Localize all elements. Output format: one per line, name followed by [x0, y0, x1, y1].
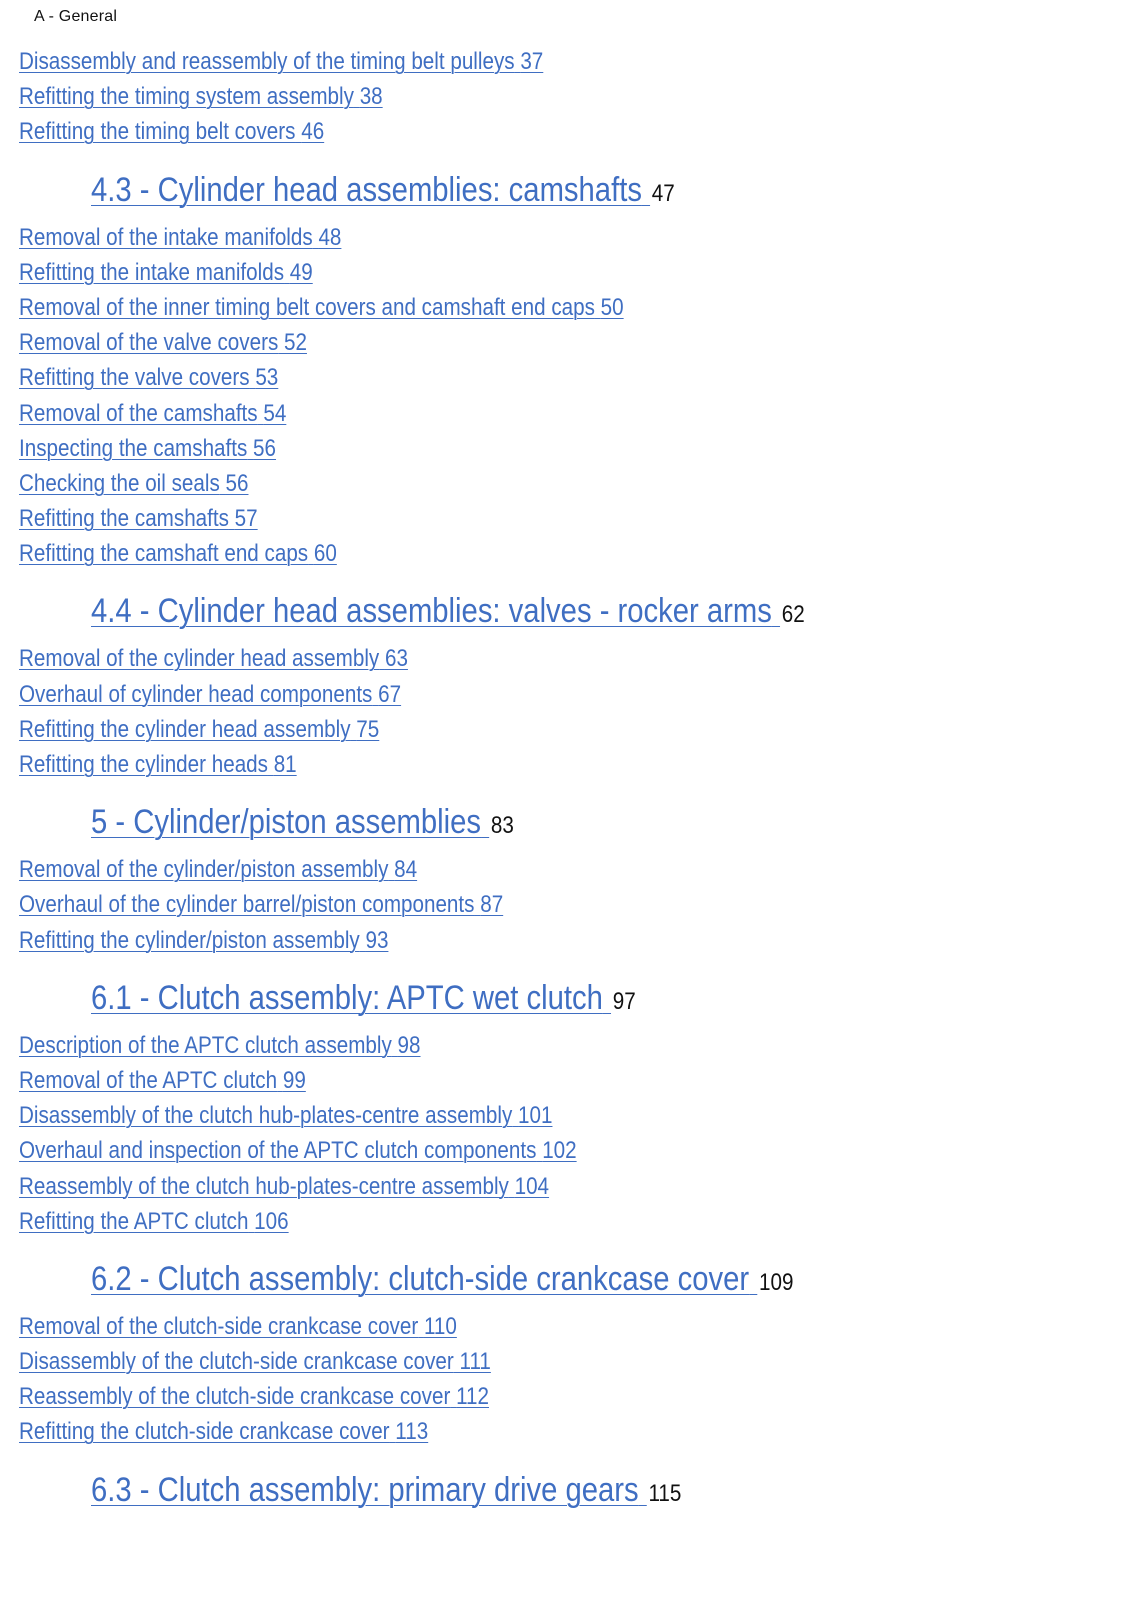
toc-entry-title: Removal of the cylinder/piston assembly: [19, 856, 389, 884]
toc-entry-link[interactable]: [19, 83, 383, 111]
toc-entry-title: Disassembly of the clutch hub-plates-centre assembly: [19, 1102, 513, 1130]
toc-section-heading-page: 97: [612, 987, 636, 1015]
toc-entry-title: Refitting the cylinder head assembly: [19, 715, 351, 743]
toc-entry-link[interactable]: [19, 224, 341, 252]
toc-entry: [0, 112, 1131, 147]
toc-entry: [0, 77, 1131, 112]
toc-entry: [0, 253, 1131, 288]
toc-entry-title: Removal of the intake manifolds: [19, 223, 313, 251]
toc-section-heading-link[interactable]: [91, 978, 636, 1022]
toc-entry-title: Disassembly of the clutch-side crankcase cover: [19, 1348, 454, 1376]
toc-section-heading-title: 6.3 - Clutch assembly: primary drive gears: [91, 1470, 639, 1509]
toc-entry-link[interactable]: [19, 364, 278, 392]
toc-entry-link[interactable]: [19, 1137, 577, 1165]
toc-entry-link[interactable]: [19, 1418, 428, 1446]
toc-entry-link[interactable]: [19, 716, 379, 744]
toc-entry-page: 84: [394, 856, 418, 884]
toc-entry-title: Refitting the timing belt covers: [19, 118, 296, 146]
toc-entry: [0, 1202, 1131, 1237]
toc-entry-link[interactable]: [19, 1067, 306, 1095]
toc-section-heading-title: 4.4 - Cylinder head assemblies: valves - rocker arms: [91, 592, 772, 631]
toc-entry-link[interactable]: [19, 400, 286, 428]
toc-entry-page: 81: [273, 751, 297, 778]
toc-entry-title: Overhaul of cylinder head components: [19, 680, 373, 708]
toc-entry-link[interactable]: [19, 294, 624, 322]
toc-entry-page: 106: [254, 1207, 289, 1235]
toc-section-heading-link[interactable]: [91, 1470, 681, 1514]
toc-entry-title: Refitting the timing system assembly: [19, 83, 354, 111]
toc-entry-page: 56: [253, 434, 277, 462]
toc-section-heading-page: 47: [651, 179, 675, 207]
toc-entry-link[interactable]: [19, 751, 297, 779]
toc-entry-page: 67: [378, 680, 402, 708]
toc-entry: [0, 885, 1131, 920]
toc-entry-link[interactable]: [19, 1208, 289, 1236]
toc-entry-title: Refitting the clutch-side crankcase cover: [19, 1418, 390, 1446]
toc-entry: [0, 1307, 1131, 1342]
toc-section-heading-page: 115: [648, 1479, 682, 1507]
toc-entry: [0, 218, 1131, 253]
toc-entry-link[interactable]: [19, 1173, 549, 1201]
toc-entry-title: Removal of the cylinder head assembly: [19, 645, 380, 673]
toc-entry-title: Description of the APTC clutch assembly: [19, 1031, 392, 1059]
toc-entry: [0, 1131, 1131, 1166]
toc-entry: [0, 1061, 1131, 1096]
toc-entry: [0, 921, 1131, 956]
toc-entry-link[interactable]: [19, 681, 401, 709]
toc-entry-title: Overhaul of the cylinder barrel/piston components: [19, 891, 475, 919]
toc-entry-link[interactable]: [19, 1102, 552, 1130]
toc-section-heading: [0, 148, 1131, 218]
toc-section-heading-title: 6.2 - Clutch assembly: clutch-side crankcase cover: [91, 1259, 750, 1298]
toc-entry: [0, 1342, 1131, 1377]
toc-entry-title: Refitting the cylinder heads: [19, 751, 268, 778]
toc-entry: [0, 1096, 1131, 1131]
toc-entry-link[interactable]: [19, 118, 324, 146]
toc-entry-page: 104: [514, 1172, 550, 1200]
toc-entry: [0, 1377, 1131, 1412]
toc-entry-page: 75: [356, 715, 380, 743]
toc-entry-page: 98: [397, 1031, 421, 1059]
toc-entry-title: Reassembly of the clutch-side crankcase cover: [19, 1383, 451, 1411]
toc-entry-link[interactable]: [19, 540, 337, 568]
toc-entry-page: 52: [284, 329, 307, 357]
toc-entry-page: 110: [423, 1312, 457, 1340]
toc-entry-link[interactable]: [19, 435, 276, 463]
toc-entry-page: 54: [263, 399, 287, 427]
toc-entry: [0, 639, 1131, 674]
toc-section-heading-link[interactable]: [91, 591, 805, 635]
toc-entry-page: 50: [600, 293, 624, 321]
toc-entry-title: Removal of the camshafts: [19, 399, 258, 427]
toc-section-heading-title: 4.3 - Cylinder head assemblies: camshafts: [91, 170, 642, 209]
toc-entry-link[interactable]: [19, 505, 258, 533]
toc-section-heading: [0, 780, 1131, 850]
toc-entry-page: 60: [313, 540, 337, 568]
toc-entry: [0, 323, 1131, 358]
toc-entry-title: Refitting the intake manifolds: [19, 258, 285, 286]
toc-entry-title: Checking the oil seals: [19, 469, 220, 497]
toc-entry: [0, 850, 1131, 885]
toc-entry-page: 87: [480, 891, 504, 919]
toc-entry: [0, 1167, 1131, 1202]
toc-entry-title: Removal of the APTC clutch: [19, 1066, 278, 1094]
toc-entry-title: Refitting the camshafts: [19, 505, 229, 533]
toc-entry-link[interactable]: [19, 48, 543, 76]
toc-entry: [0, 429, 1131, 464]
toc-entry-title: Refitting the APTC clutch: [19, 1207, 249, 1235]
toc-entry-page: 99: [282, 1066, 306, 1094]
toc-entry-title: Inspecting the camshafts: [19, 434, 248, 462]
toc-entry: [0, 394, 1131, 429]
toc-entry-page: 46: [301, 118, 325, 146]
toc-entry-page: 63: [384, 645, 408, 673]
toc-entry-title: Refitting the valve covers: [19, 364, 250, 392]
toc-section-heading-link[interactable]: [91, 1259, 793, 1303]
toc-entry-page: 37: [520, 48, 544, 75]
toc-entry-link[interactable]: [19, 329, 307, 357]
toc-entry-link[interactable]: [19, 1313, 457, 1341]
toc-entry-title: Disassembly and reassembly of the timing belt pulleys: [19, 48, 515, 75]
toc-entry-page: 56: [225, 469, 249, 497]
toc-entry-link[interactable]: [19, 470, 248, 498]
toc-entry: [0, 1412, 1131, 1447]
toc-entry-link[interactable]: [19, 927, 388, 955]
toc-entry: [0, 534, 1131, 569]
toc-entry-title: Overhaul and inspection of the APTC clutch components: [19, 1137, 537, 1165]
toc-section-heading: [0, 956, 1131, 1026]
toc-entry-link[interactable]: [19, 645, 408, 673]
toc-entry-page: 38: [359, 83, 383, 111]
toc-entry-page: 101: [518, 1102, 553, 1130]
toc-entry-page: 111: [459, 1348, 491, 1376]
toc-section-heading-link[interactable]: [91, 802, 514, 846]
toc-section-heading: [0, 569, 1131, 639]
page-header: A - General: [34, 8, 118, 25]
toc-entry: [0, 288, 1131, 323]
toc-section-heading-title: 5 - Cylinder/piston assemblies: [91, 803, 482, 842]
toc-entry-title: Removal of the valve covers: [19, 329, 279, 357]
toc-section-heading-page: 109: [759, 1268, 794, 1296]
toc-entry: [0, 499, 1131, 534]
toc-entry-link[interactable]: [19, 891, 503, 919]
toc-entry: [0, 745, 1131, 780]
toc-entry-page: 113: [395, 1418, 429, 1446]
toc-entry-title: Reassembly of the clutch hub-plates-centre assembly: [19, 1172, 509, 1200]
toc-entry-page: 112: [456, 1383, 489, 1411]
toc-section-heading-page: 62: [781, 601, 805, 629]
toc-entry: [0, 358, 1131, 393]
table-of-contents: [0, 42, 1131, 1518]
toc-entry-page: 49: [289, 258, 313, 286]
toc-section-heading-title: 6.1 - Clutch assembly: APTC wet clutch: [91, 978, 603, 1017]
toc-entry-page: 53: [255, 364, 279, 392]
toc-entry-page: 57: [234, 505, 258, 533]
toc-entry-title: Removal of the clutch-side crankcase cover: [19, 1312, 419, 1340]
toc-entry-link[interactable]: [19, 1032, 421, 1060]
toc-section-heading-link[interactable]: [91, 170, 675, 214]
toc-entry-link[interactable]: [19, 1383, 489, 1411]
toc-section-heading: [0, 1237, 1131, 1307]
toc-section-heading: [0, 1448, 1131, 1518]
toc-entry-link[interactable]: [19, 856, 417, 884]
toc-entry-page: 93: [365, 926, 389, 954]
toc-entry: [0, 42, 1131, 77]
toc-entry: [0, 464, 1131, 499]
toc-entry-link[interactable]: [19, 259, 313, 287]
toc-entry-link[interactable]: [19, 1348, 491, 1376]
toc-entry: [0, 675, 1131, 710]
toc-entry-title: Refitting the camshaft end caps: [19, 540, 309, 568]
toc-entry: [0, 710, 1131, 745]
toc-section-heading-page: 83: [490, 812, 514, 840]
toc-entry: [0, 1026, 1131, 1061]
toc-entry-title: Refitting the cylinder/piston assembly: [19, 926, 360, 954]
toc-entry-page: 102: [542, 1137, 577, 1165]
toc-entry-page: 48: [318, 223, 342, 251]
toc-entry-title: Removal of the inner timing belt covers and camshaft end caps: [19, 293, 595, 321]
